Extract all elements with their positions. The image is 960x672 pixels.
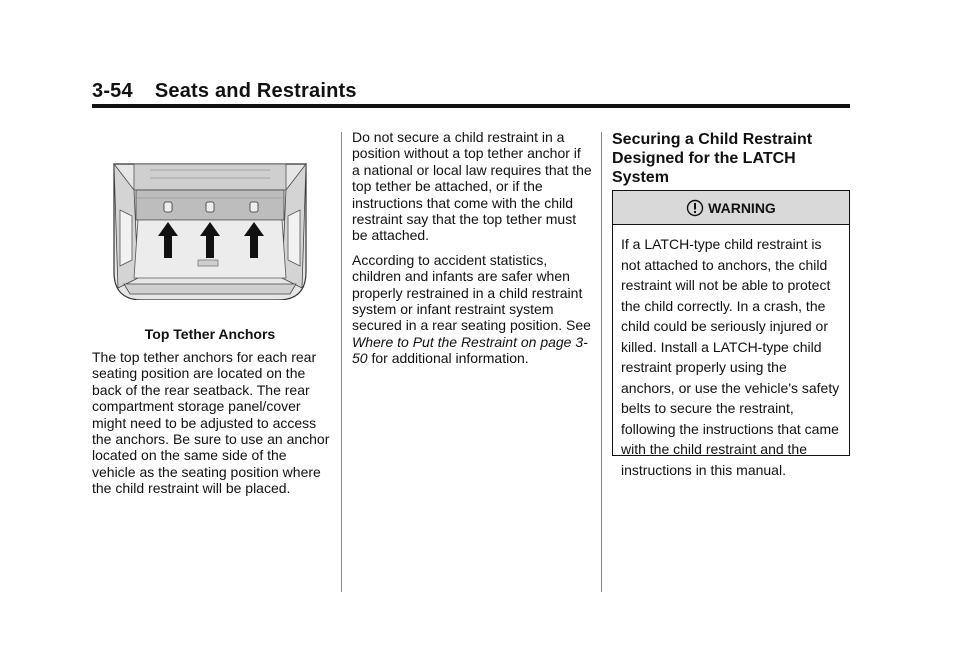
column2-text (352, 129, 592, 375)
column-divider-1 (341, 132, 342, 592)
warning-header (613, 191, 849, 225)
warning-icon (686, 199, 704, 217)
page-number: 3-54 (92, 80, 133, 102)
header-text (92, 80, 850, 103)
section-title: Seats and Restraints (154, 80, 357, 102)
warning-text: If a LATCH-type child restraint is not attached to anchors, the child restraint will not be able to protect the child correctly. In a crash, the child could be seriously injured or killed. Install a LATCH-type child restraint properly using the anchors, or use the vehicle's safety belts to secure the restraint, following the instructions that came with the child restraint and the instructions in this manual. (621, 236, 840, 478)
page-header (92, 80, 850, 103)
column2-paragraph-2 (352, 252, 592, 367)
paragraph2-tail: for additional information. (367, 350, 529, 367)
warning-title: WARNING (708, 199, 776, 216)
cargo-area-icon (110, 160, 310, 300)
column1-paragraph: The top tether anchors for each rear seating position are located on the back of the rear seatback. The rear compartment storage panel/cover might need to be adjusted to access the anchors. Be sure to use an anchor located on the same side of the vehicle as the seating position where the child restraint will be placed. (92, 349, 330, 497)
cargo-area-illustration (110, 160, 310, 300)
column2-paragraph-1: Do not secure a child restraint in a position without a top tether anchor if a national or local law requires that the top tether be attached, or if the instructions that come with the child restraint say that the top tether must be attached. (352, 129, 592, 244)
cross-reference-link[interactable]: Where to Put the Restraint on page 3-50 (352, 333, 588, 367)
column-divider-2 (601, 132, 602, 592)
paragraph2-text: According to accident statistics, children and infants are safer when properly restrained in a child restraint system or infant restraint system secured in a rear seating position. See (352, 251, 591, 334)
warning-box (612, 190, 850, 478)
section-heading: Securing a Child Restraint Designed for the LATCH System (612, 131, 813, 186)
header-rule (92, 104, 850, 108)
figure-caption: Top Tether Anchors (144, 326, 276, 342)
